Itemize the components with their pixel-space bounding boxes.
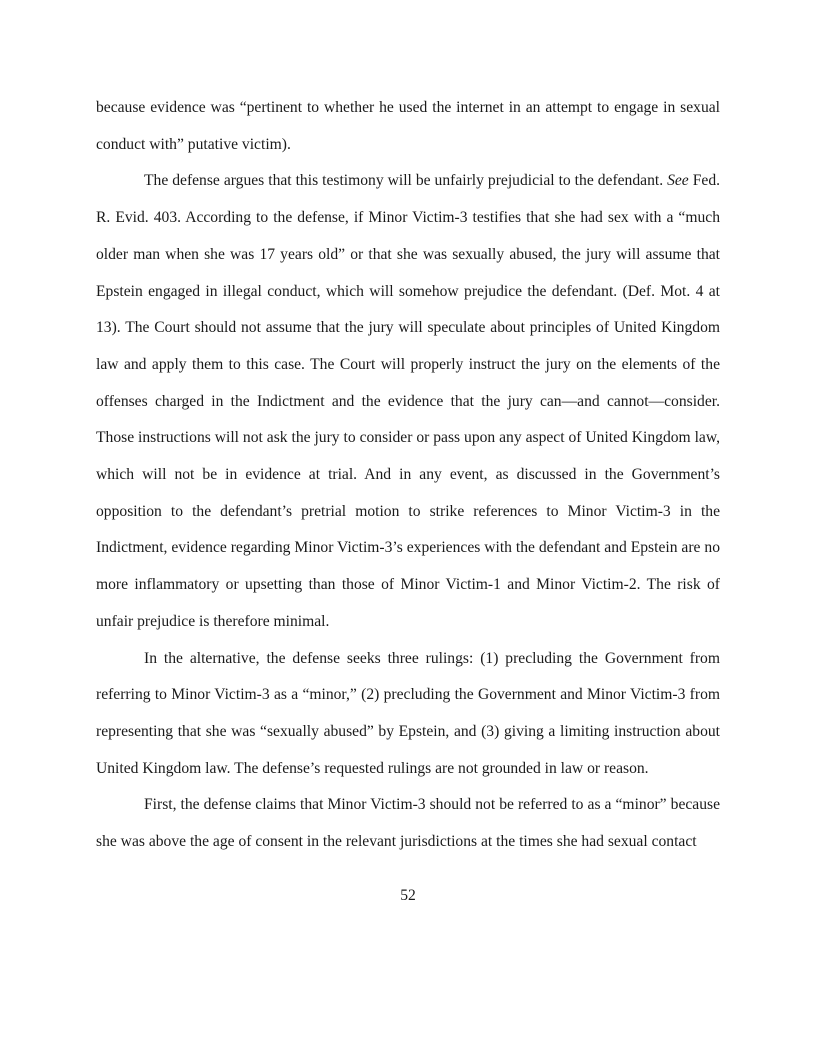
- paragraph-alternative-rulings: In the alternative, the defense seeks three rulings: (1) precluding the Government from referring to Minor Victim-3 as a “minor,” (2) precluding the Government and Minor Victim-3 from representing that she was “sexually abused” by Epstein, and (3) giving a limiting instruction about United Kingdom law. The defense’s requested rulings are not grounded in law or reason.: [96, 649, 720, 777]
- paragraph-text: The defense argues that this testimony will be unfairly prejudicial to the defendant.: [144, 172, 668, 190]
- citation-signal: See: [667, 172, 689, 190]
- paragraph-minor-claim: First, the defense claims that Minor Victim-3 should not be referred to as a “minor” because she was above the age of consent in the relevant jurisdictions at the times she had sexual contact: [96, 796, 720, 851]
- body-text: [96, 90, 720, 861]
- paragraph-prejudice-argument: [96, 163, 720, 640]
- paragraph-continuation: because evidence was “pertinent to whether he used the internet in an attempt to engage in sexual conduct with” putative victim).: [96, 99, 720, 153]
- paragraph-text: Fed. R. Evid. 403. According to the defense, if Minor Victim-3 testifies that she had sex with a “much older man when she was 17 years old” or that she was sexually abused, the jury will assume that Epstein engaged in illegal conduct, which will somehow prejudice the defendant. (Def. Mot. 4 at 13). The Court should not assume that the jury will speculate about principles of United Kingdom law and apply them to this case. The Court will properly instruct the jury on the elements of the offenses charged in the Indictment and the evidence that the jury can—and cannot—consider. Those instructions will not ask the jury to consider or pass upon any aspect of United Kingdom law, which will not be in evidence at trial. And in any event, as discussed in the Government’s opposition to the defendant’s pretrial motion to strike references to Minor Victim-3 in the Indictment, evidence regarding Minor Victim-3’s experiences with the defendant and Epstein are no more inflammatory or upsetting than those of Minor Victim-1 and Minor Victim-2. The risk of unfair prejudice is therefore minimal.: [96, 172, 721, 630]
- page-number: 52: [400, 887, 416, 904]
